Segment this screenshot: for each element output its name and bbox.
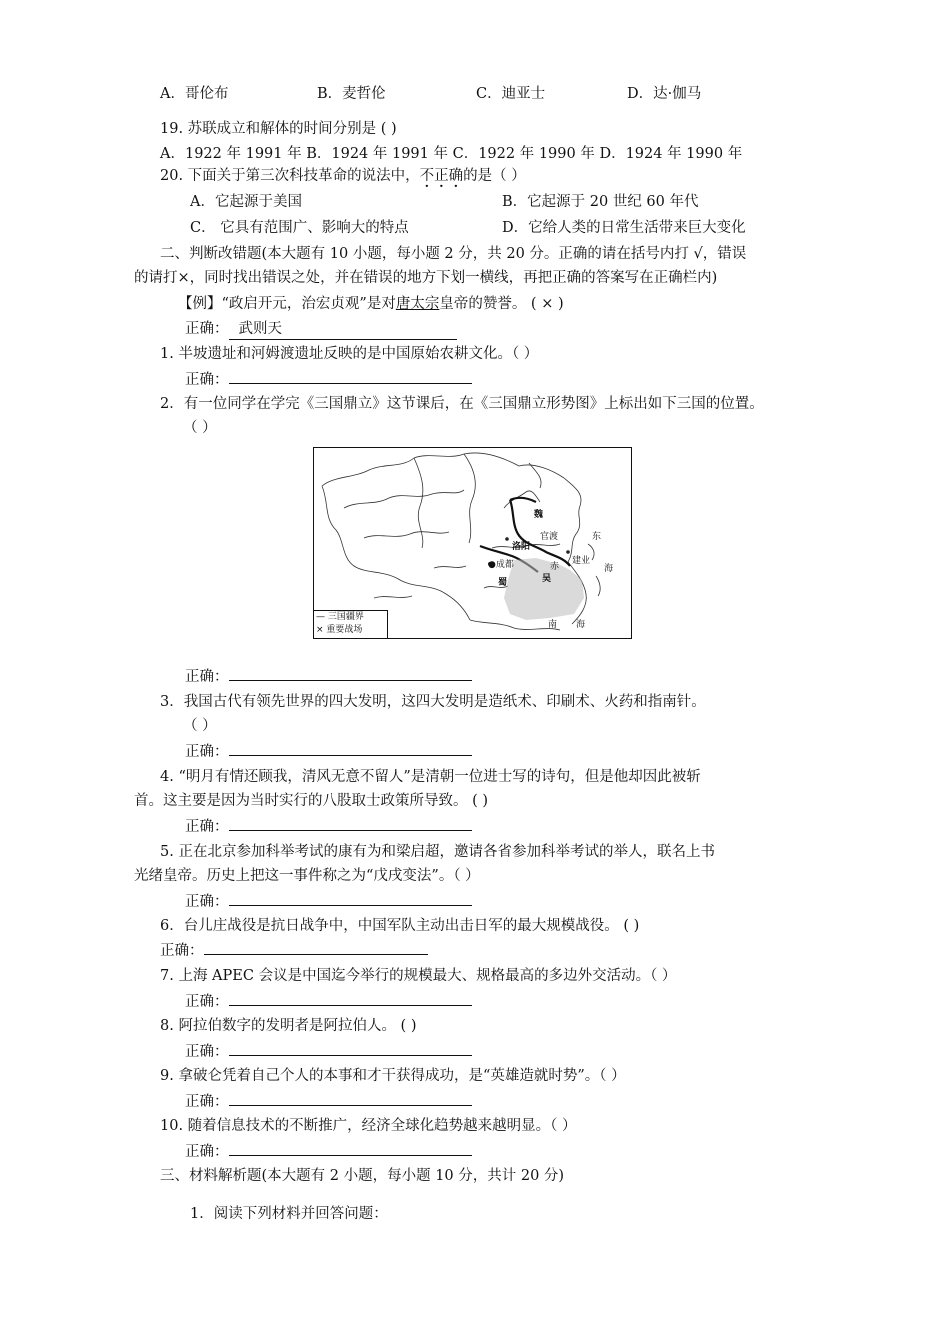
q20-stem-pre: 20. 下面关于第三次科技革命的说法中， (160, 168, 420, 184)
legend-border: — 三国疆界 (316, 612, 364, 622)
answer-line: 正确： (185, 1041, 472, 1062)
q19-stem: 19. 苏联成立和解体的时间分别是 ( ) (160, 121, 397, 137)
answer-blank[interactable] (229, 1041, 472, 1056)
item-2: 2．有一位同学在学完《三国鼎立》这节课后，在《三国鼎立形势图》上标出如下三国的位置。 (160, 396, 764, 412)
q20-option-d: D．它给人类的日常生活带来巨大变化 (502, 220, 746, 236)
section3-heading: 三、材料解析题(本大题有 2 小题，每小题 10 分，共计 20 分) (160, 1168, 565, 1184)
q20-stem (160, 166, 526, 186)
map-label-dong: 东 (592, 532, 602, 542)
three-kingdoms-map (313, 447, 632, 639)
item-4: 4. “明月有情还顾我，清风无意不留人”是清朝一位进士写的诗句，但是他却因此被斩 (160, 769, 701, 785)
answer-blank[interactable] (229, 1141, 472, 1156)
example-answer (185, 319, 457, 340)
answer-line: 正确： (185, 891, 472, 912)
answer-blank[interactable] (229, 991, 472, 1006)
answer-blank[interactable] (229, 369, 472, 384)
map-legend (314, 610, 388, 638)
item-5-line2: 光绪皇帝。历史上把这一事件称之为“戊戌变法”。（ ） (134, 868, 480, 884)
answer-blank[interactable] (229, 891, 472, 906)
section3-item1: 1．阅读下列材料并回答问题： (190, 1206, 388, 1222)
q18-option-c: C．迪亚士 (476, 86, 546, 102)
map-label-chengdu: ●成都 (488, 560, 514, 570)
q18-option-d: D．达·伽马 (627, 86, 702, 102)
answer-line: 正确： (185, 1141, 472, 1162)
map-label-chibi: 赤 (550, 562, 560, 572)
item-6: 6．台儿庄战役是抗日战争中，中国军队主动出击日军的最大规模战役。 ( ) (160, 918, 640, 934)
item-4-line2: 首。这主要是因为当时实行的八股取士政策所导致。 ( ) (134, 793, 489, 809)
q20-option-a: A．它起源于美国 (190, 194, 302, 210)
answer-label: 正确： (185, 321, 229, 337)
legend-battle: × 重要战场 (316, 625, 363, 635)
q19-options: A．1922 年 1991 年 B．1924 年 1991 年 C．1922 年 1990 年 D．1924 年 1990 年 (160, 146, 743, 162)
q20-option-c: C． 它具有范围广、影响大的特点 (190, 220, 409, 236)
example-line (178, 294, 564, 314)
map-label-luoyang: 洛阳 (512, 542, 531, 552)
map-label-nan: 南 (548, 620, 558, 630)
example-pre: 【例】“政启开元，治宏贞观”是对 (178, 296, 396, 312)
item-1: 1. 半坡遗址和河姆渡遗址反映的是中国原始农耕文化。（ ） (160, 346, 539, 362)
answer-line: 正确： (185, 1091, 472, 1112)
map-label-wei: 魏 (534, 510, 544, 520)
answer-line: 正确： (185, 991, 472, 1012)
answer-blank[interactable] (229, 666, 472, 681)
answer-line: 正确： (185, 816, 472, 837)
section2-heading-line1: 二、判断改错题(本大题有 10 小题，每小题 2 分，共 20 分。正确的请在括号内打 √，错误 (160, 246, 747, 262)
map-label-jianye: 建业 (572, 556, 591, 566)
emphasis-char: 确 (448, 168, 464, 184)
q20-stem-post: 的是（ ） (463, 168, 526, 184)
answer-line: 正确： (185, 741, 472, 762)
example-answer-value: 武则天 (229, 319, 457, 340)
map-label-wu: 吴 (542, 574, 552, 584)
emphasis-char: 不 (419, 168, 435, 184)
q20-option-b: B．它起源于 20 世纪 60 年代 (502, 194, 699, 210)
q18-option-b: B．麦哲伦 (317, 86, 386, 102)
answer-line: 正确： (185, 369, 472, 390)
map-label-shu: 蜀 (498, 578, 508, 588)
example-post: 皇帝的赞誉。 ( × ) (439, 296, 564, 312)
map-label-guandu: 官渡 (540, 532, 559, 542)
item-5: 5. 正在北京参加科举考试的康有为和梁启超，邀请各省参加科举考试的举人，联名上书 (160, 844, 715, 860)
answer-line: 正确： (185, 666, 472, 687)
example-underlined: 唐太宗 (395, 296, 440, 312)
item-7: 7. 上海 APEC 会议是中国迄今举行的规模最大、规格最高的多边外交活动。（ ） (160, 968, 677, 984)
item-2-bracket: （ ） (183, 420, 217, 436)
item-3-bracket: （ ） (183, 718, 217, 734)
item-3: 3．我国古代有领先世界的四大发明，这四大发明是造纸术、印刷术、火药和指南针。 (160, 694, 706, 710)
answer-blank[interactable] (229, 816, 472, 831)
map-label-hai: 海 (576, 620, 586, 630)
item-8: 8. 阿拉伯数字的发明者是阿拉伯人。 ( ) (160, 1018, 417, 1034)
q18-option-a: A．哥伦布 (160, 86, 229, 102)
answer-blank[interactable] (229, 1091, 472, 1106)
answer-line: 正确： (160, 940, 428, 961)
map-label-hai: 海 (604, 564, 614, 574)
item-10: 10. 随着信息技术的不断推广，经济全球化趋势越来越明显。（ ） (160, 1118, 577, 1134)
section2-heading-line2: 的请打×，同时找出错误之处，并在错误的地方下划一横线，再把正确的答案写在正确栏内) (134, 270, 718, 286)
answer-blank[interactable] (204, 940, 428, 955)
item-9: 9. 拿破仑凭着自己个人的本事和才干获得成功，是“英雄造就时势”。（ ） (160, 1068, 626, 1084)
emphasis-char: 正 (434, 168, 449, 184)
answer-blank[interactable] (229, 741, 472, 756)
